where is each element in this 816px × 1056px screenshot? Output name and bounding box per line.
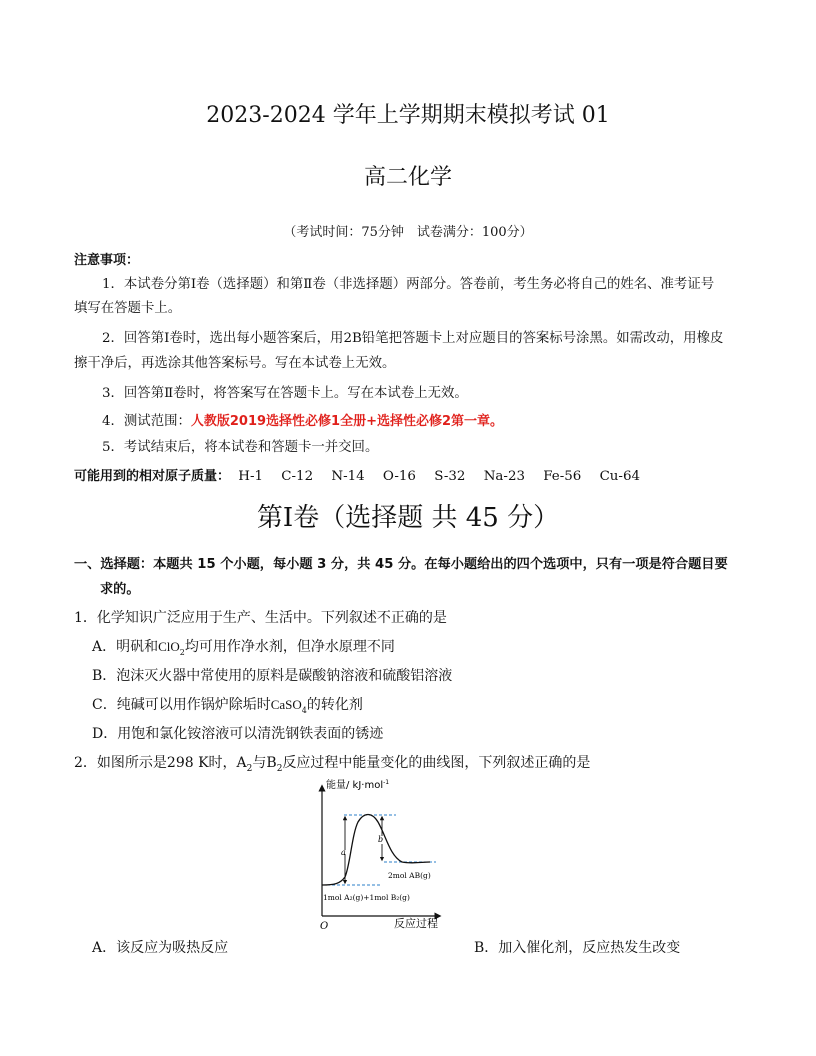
section-1-title: 第Ⅰ卷（选择题 共 45 分）	[256, 503, 560, 533]
atomic-mass-value: Fe-56	[543, 469, 582, 484]
stem-pre: 2．如图所示是298 K时，A	[74, 755, 247, 771]
exam-info: （考试时间：75分钟 试卷满分：100分）	[283, 225, 533, 240]
reactants-label: 1mol A₂(g)+1mol B₂(g)	[323, 893, 410, 902]
note-item-4	[102, 411, 503, 433]
note-item-4-prefix: 4．测试范围：	[102, 414, 191, 429]
option-c-text-post: 的转化剂	[306, 697, 363, 713]
atomic-mass-value: N-14	[331, 469, 365, 484]
atomic-mass-label: 可能用到的相对原子质量：	[74, 469, 231, 484]
atomic-mass-value: C-12	[281, 469, 314, 484]
question-2-option-a: A．该反应为吸热反应	[92, 940, 229, 956]
note-item-1-line-1: 1．本试卷分第Ⅰ卷（选择题）和第Ⅱ卷（非选择题）两部分。答卷前，考生务必将自己的姓名、准考证号	[102, 277, 715, 292]
x-axis-label: 反应过程	[394, 917, 438, 930]
atomic-mass-value: H-1	[238, 469, 264, 484]
note-item-2-line-2: 擦干净后，再选涂其他答案标号。写在本试卷上无效。	[74, 356, 396, 371]
test-scope: 人教版2019选择性必修1全册+选择性必修2第一章。	[190, 414, 504, 429]
atomic-mass-line	[74, 465, 640, 484]
option-c-text-pre: C．纯碱可以用作锅炉除垢时	[92, 697, 271, 713]
label-b: b	[378, 835, 384, 844]
stem-post: 反应过程中能量变化的曲线图，下列叙述正确的是	[282, 755, 591, 771]
chem-formula: CaSO	[270, 697, 302, 712]
question-1-option-c	[92, 694, 363, 715]
notes-heading: 注意事项：	[74, 253, 140, 268]
origin-label: O	[320, 921, 329, 932]
label-a: a	[341, 848, 346, 857]
question-1-stem: 1．化学知识广泛应用于生产、生活中。下列叙述不正确的是	[74, 610, 447, 626]
option-a-text-post: 均可用作净水剂，但净水原理不同	[184, 639, 395, 655]
formula-subscript: 4	[301, 705, 307, 715]
exam-title: 2023-2024 学年上学期期末模拟考试 01	[206, 103, 610, 128]
note-item-1-line-2: 填写在答题卡上。	[74, 301, 182, 316]
atomic-mass-value: O-16	[382, 469, 416, 484]
subject-title: 高二化学	[363, 165, 452, 190]
atomic-mass-value: Cu-64	[599, 469, 640, 484]
subscript: 2	[276, 763, 283, 774]
y-axis-label: 能量/ kJ·mol$^{-1}$	[326, 779, 390, 791]
note-item-5: 5．考试结束后，将本试卷和答题卡一并交回。	[102, 440, 379, 455]
formula-subscript: 2	[179, 647, 185, 657]
atomic-mass-value: Na-23	[483, 469, 525, 484]
section-1-instruction-line-2: 求的。	[100, 582, 140, 597]
note-item-3: 3．回答第Ⅱ卷时，将答案写在答题卡上。写在本试卷上无效。	[102, 386, 468, 401]
question-1-option-a	[92, 636, 395, 657]
question-1-option-b: B．泡沫灭火器中常使用的原料是碳酸钠溶液和硫酸铝溶液	[92, 668, 453, 684]
energy-diagram	[312, 774, 462, 934]
subscript: 2	[246, 763, 253, 774]
question-1-option-d: D．用饱和氯化铵溶液可以清洗钢铁表面的锈迹	[92, 726, 384, 742]
option-a-text-pre: A．明矾和	[92, 639, 159, 655]
section-1-instruction-line-1: 一、选择题：本题共 15 个小题，每小题 3 分，共 45 分。在每小题给出的四个选项中，只有一项是符合题目要	[74, 557, 728, 572]
atomic-mass-value: S-32	[434, 469, 466, 484]
question-2-stem	[74, 752, 590, 774]
note-item-2-line-1: 2．回答第Ⅰ卷时，选出每小题答案后，用2B铅笔把答题卡上对应题目的答案标号涂黑。如需改动，用橡皮	[102, 331, 724, 346]
chem-formula: ClO	[158, 639, 180, 654]
question-2-option-b: B．加入催化剂，反应热发生改变	[474, 940, 681, 956]
products-label: 2mol AB(g)	[388, 871, 431, 880]
stem-mid: 与B	[252, 755, 277, 771]
